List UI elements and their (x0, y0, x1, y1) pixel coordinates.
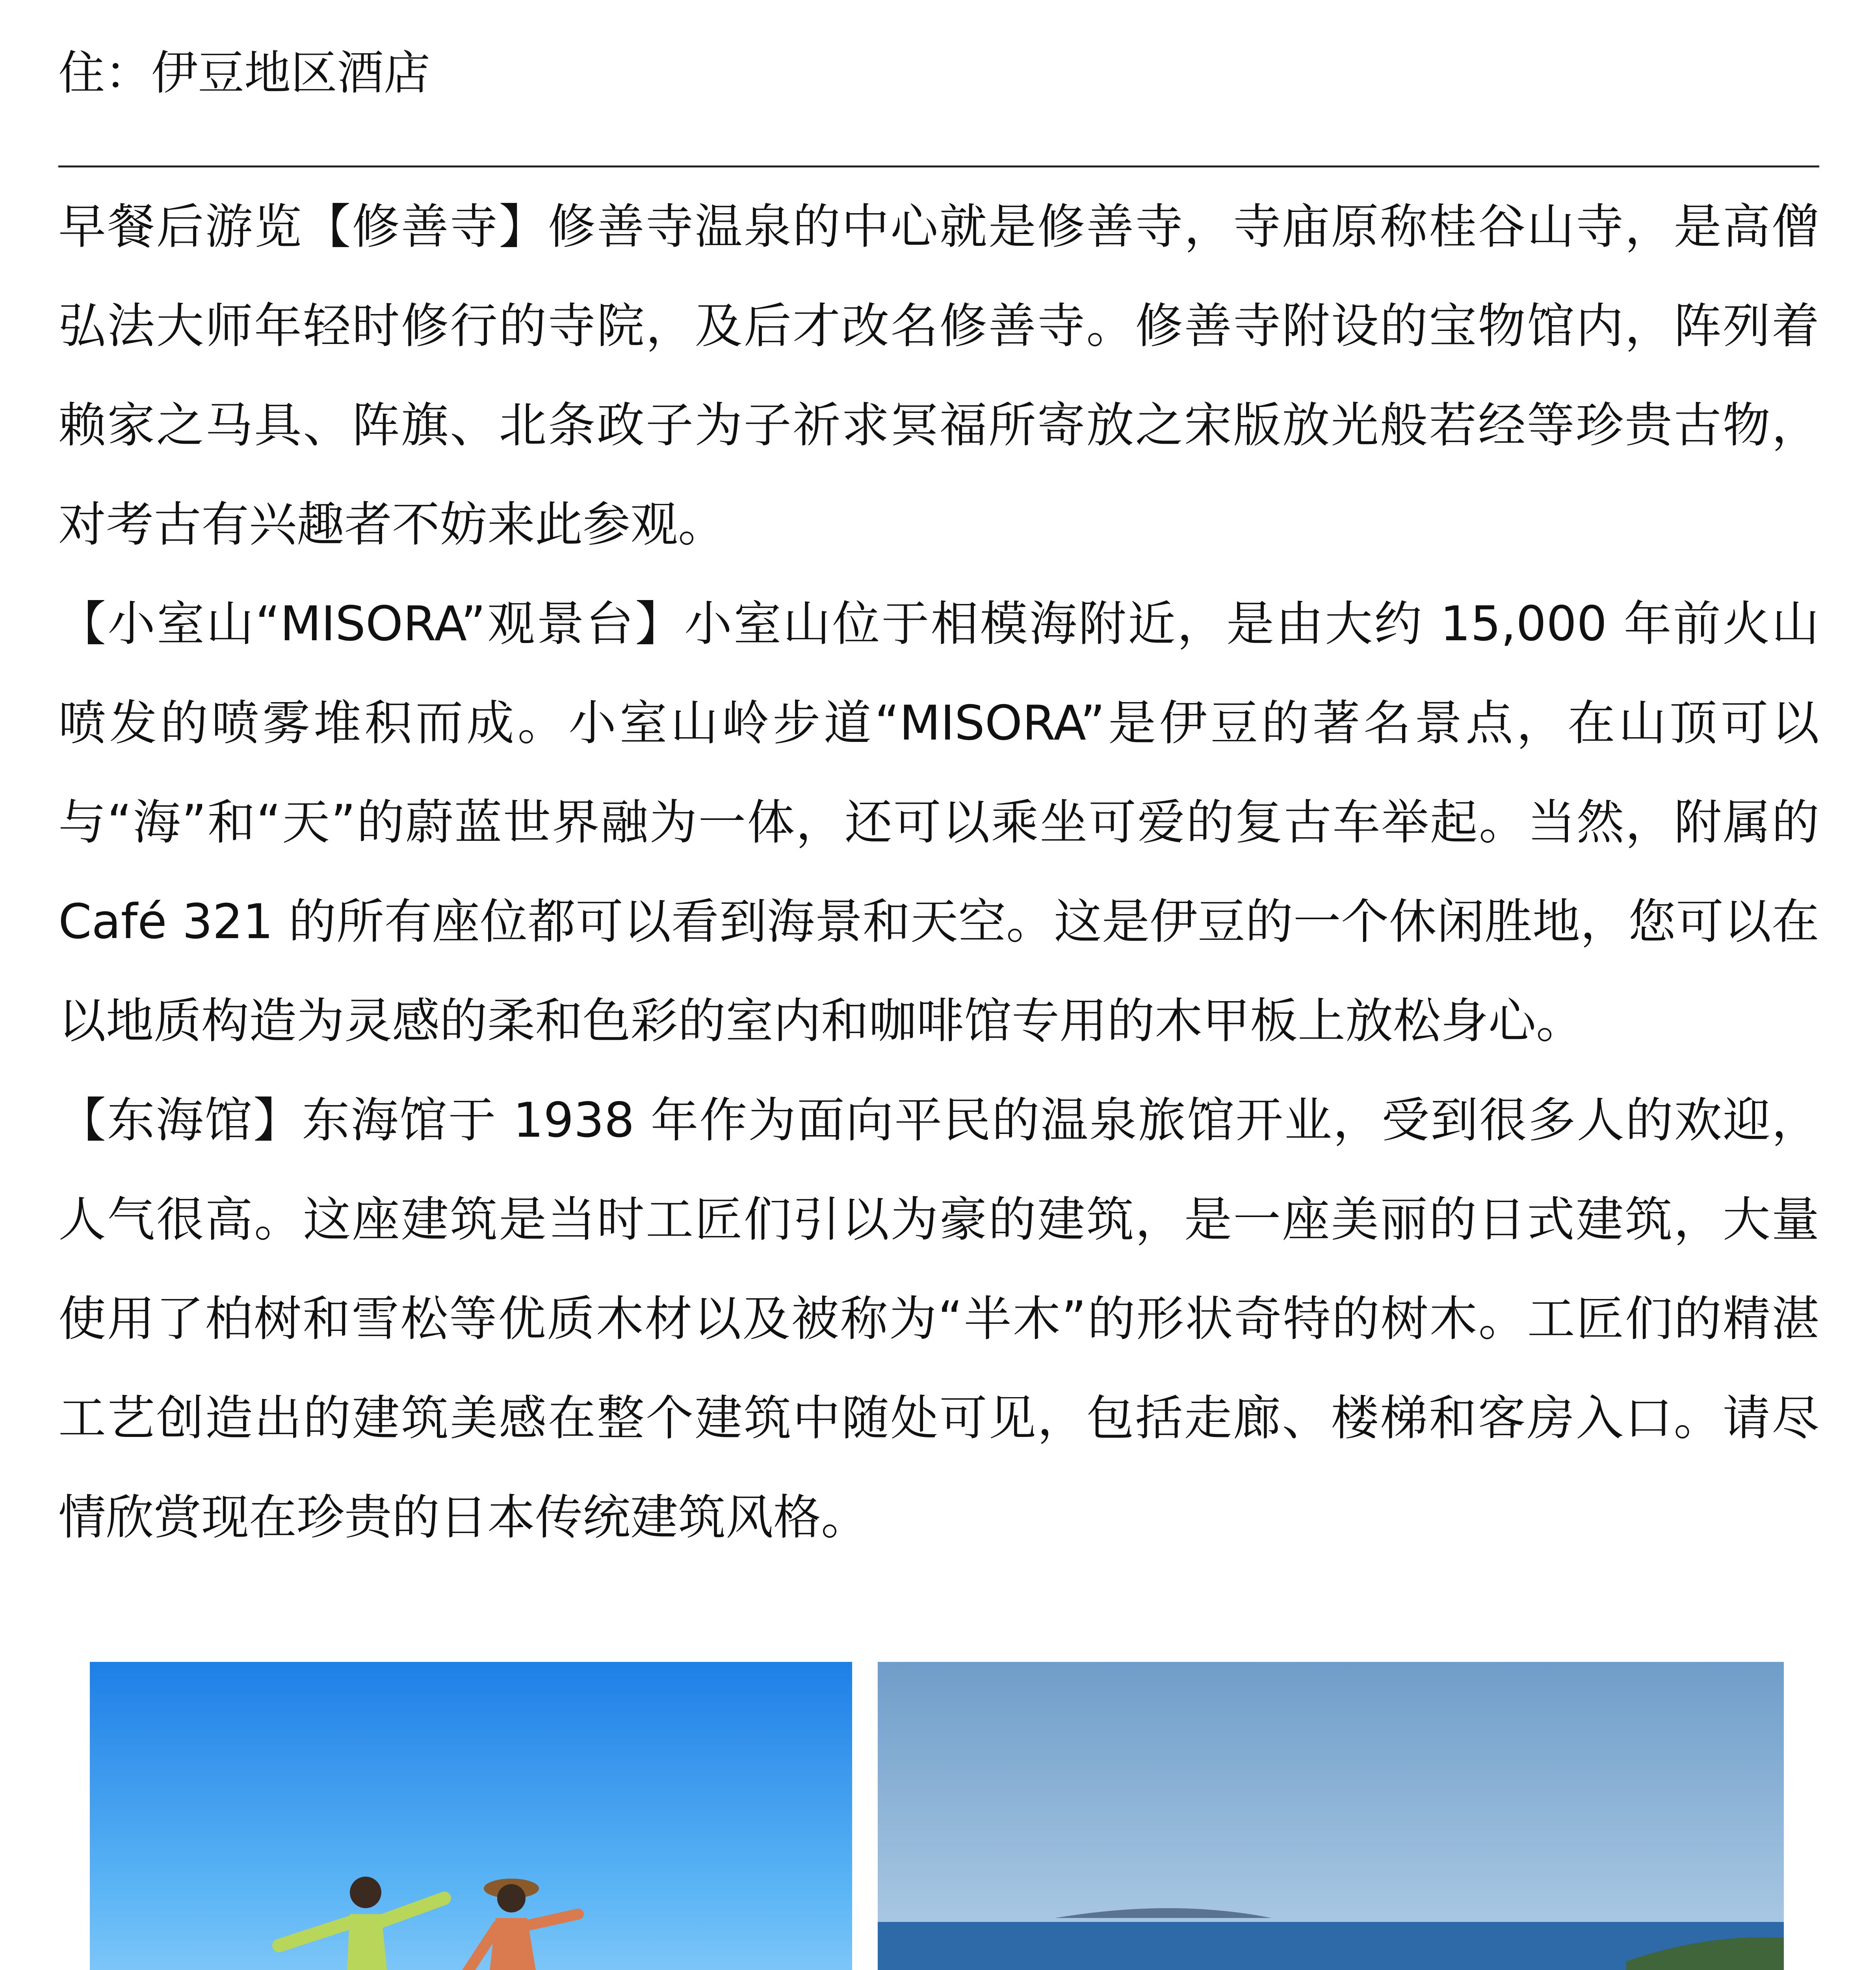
paragraph-tokaikan: 【东海馆】东海馆于 1938 年作为面向平民的温泉旅馆开业，受到很多人的欢迎，人气很高。这座建筑是当时工匠们引以为豪的建筑，是一座美丽的日式建筑，大量使用了柏树和雪松等优质木材以及被称为“半木”的形状奇特的树木。工匠们的精湛工艺创造出的建筑美感在整个建筑中随处可见，包括走廊、楼梯和客房入口。请尽情欣赏现在珍贵的日本传统建筑风格。 (58, 1093, 1819, 1545)
paragraph-misora: 【小室山“MISORA”观景台】小室山位于相模海附近，是由大约 15,000 年前火山喷发的喷雾堆积而成。小室山岭步道“MISORA”是伊豆的著名景点，在山顶可以与“海”和“天”的蔚蓝世界融为一体，还可以乘坐可爱的复古车举起。当然，附属的 Café 321 的所有座位都可以看到海景和天空。这是伊豆的一个休闲胜地，您可以在以地质构造为灵感的柔和色彩的室内和咖啡馆专用的木甲板上放松身心。 (58, 596, 1819, 1049)
photo-deck-dancers (90, 1662, 852, 1970)
itinerary-description (58, 177, 1819, 1567)
paragraph-shuzenji: 早餐后游览【修善寺】修善寺温泉的中心就是修善寺，寺庙原称桂谷山寺，是高僧弘法大师年轻时修行的寺院，及后才改名修善寺。修善寺附设的宝物馆内，阵列着赖家之马具、阵旗、北条政子为子祈求冥福所寄放之宋版放光般若经等珍贵古物，对考古有兴趣者不妨来此参观。 (58, 199, 1819, 552)
divider-top (58, 165, 1819, 167)
accommodation-line: 住：伊豆地区酒店 (58, 46, 431, 100)
photo-cafe-rooftop (878, 1662, 1784, 1970)
